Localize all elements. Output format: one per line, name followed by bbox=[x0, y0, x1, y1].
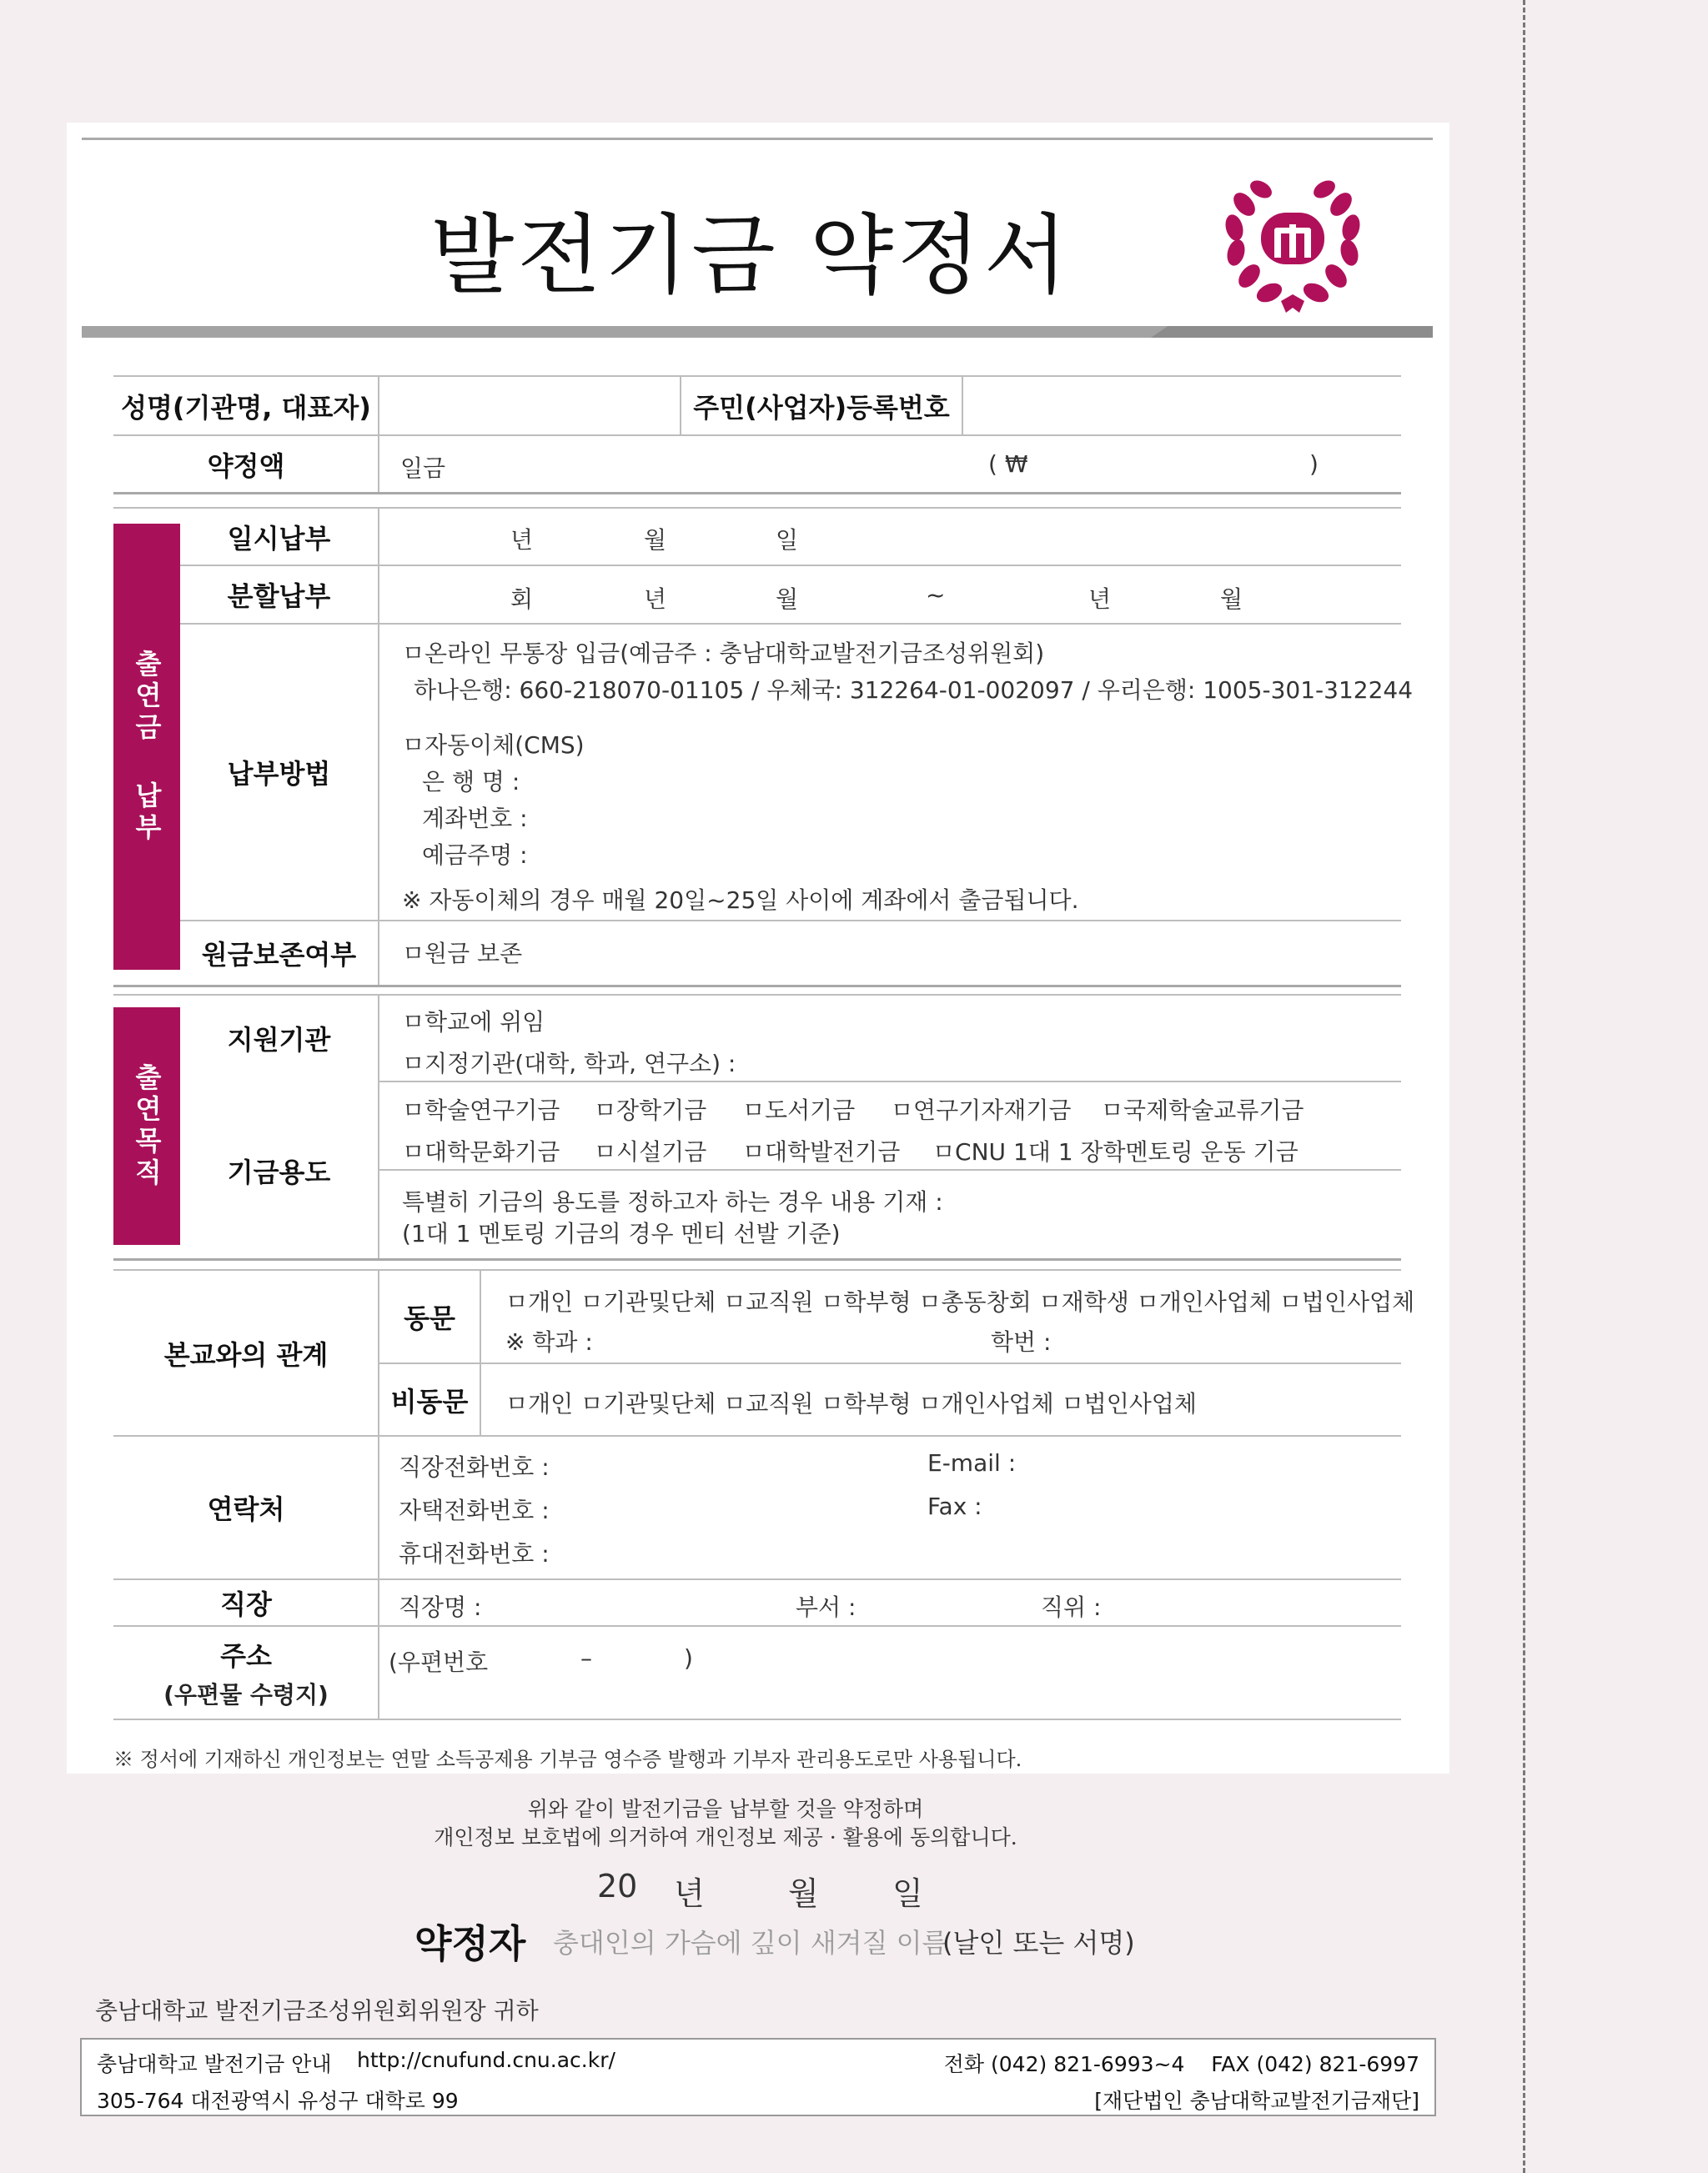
department-field: ※ 학과 : bbox=[505, 1328, 593, 1356]
use-scholarship: ㅁ장학기금 bbox=[594, 1097, 707, 1124]
address-label-cell bbox=[113, 1627, 379, 1719]
date-day: 일 bbox=[892, 1875, 923, 1912]
payment-method-label: 납부방법 bbox=[227, 758, 331, 790]
company-field: 직장명 : bbox=[399, 1593, 482, 1621]
amount-won: ( ₩ bbox=[988, 450, 1028, 478]
install-end-month: 월 bbox=[1220, 585, 1243, 613]
delegate-option: ㅁ학교에 위임 bbox=[402, 1008, 545, 1036]
privacy-notice: ※ 정서에 기재하신 개인정보는 연말 소득공제용 기부금 영수증 발행과 기부자 관리용도로만 사용됩니다. bbox=[113, 1748, 1022, 1771]
zip-field: (우편번호 bbox=[389, 1649, 489, 1676]
rule bbox=[378, 1363, 1401, 1364]
rule bbox=[378, 1081, 1401, 1082]
amount-prefix: 일금 bbox=[400, 454, 446, 482]
rule bbox=[113, 985, 1401, 987]
amount-close: ) bbox=[1309, 450, 1319, 478]
use-equipment: ㅁ연구기자재기금 bbox=[891, 1097, 1072, 1124]
cnu-laurel-emblem-icon bbox=[1209, 154, 1376, 321]
relation-label: 본교와의 관계 bbox=[163, 1339, 329, 1371]
date-year: 년 bbox=[674, 1875, 705, 1912]
agreement-line-1: 위와 같이 발전기금을 납부할 것을 약정하며 bbox=[527, 1797, 924, 1821]
use-facility: ㅁ시설기금 bbox=[594, 1138, 707, 1166]
pledger-label: 약정자 bbox=[414, 1921, 526, 1966]
footer-info-box bbox=[80, 2038, 1436, 2116]
slogan: 충대인의 가슴에 깊이 새겨질 이름 bbox=[553, 1927, 948, 1959]
zip-close: ) bbox=[684, 1644, 693, 1672]
lump-month: 월 bbox=[644, 526, 667, 554]
install-start-month: 월 bbox=[776, 585, 799, 613]
footer-guide: 충남대학교 발전기금 안내 bbox=[97, 2052, 332, 2076]
cut-line bbox=[1523, 0, 1525, 2173]
date-month: 월 bbox=[788, 1875, 819, 1912]
install-start-year: 년 bbox=[644, 585, 667, 613]
special-use-field: 특별히 기금의 용도를 정하고자 하는 경우 내용 기재 : bbox=[402, 1188, 943, 1216]
principal-label: 원금보존여부 bbox=[201, 939, 357, 971]
footer-foundation: [재단법인 충남대학교발전기금재단] bbox=[1094, 2089, 1419, 2113]
page-title: 발전기금 약정서 bbox=[430, 204, 1072, 306]
job-label: 직장 bbox=[220, 1588, 272, 1620]
rule bbox=[378, 375, 379, 435]
fund-use-label: 기금용도 bbox=[227, 1157, 331, 1188]
install-times: 회 bbox=[510, 585, 534, 613]
top-rule bbox=[82, 138, 1433, 140]
lump-year: 년 bbox=[510, 526, 534, 554]
agreement-line-2: 개인정보 보호법에 의거하여 개인정보 제공 · 활용에 동의합니다. bbox=[434, 1825, 1017, 1849]
account-number-field: 계좌번호 : bbox=[422, 805, 528, 832]
alumni-options: ㅁ개인 ㅁ기관및단체 ㅁ교직원 ㅁ학부형 ㅁ총동창회 ㅁ재학생 ㅁ개인사업체 ㅁ법인사업체 bbox=[505, 1288, 1415, 1316]
bank-accounts: 하나은행: 660-218070-01105 / 우체국: 312264-01-002097 / 우리은행: 1005-301-312244 bbox=[414, 676, 1414, 704]
use-mentoring: ㅁCNU 1대 1 장학멘토링 운동 기금 bbox=[932, 1138, 1299, 1166]
rule bbox=[378, 1169, 1401, 1171]
addressee: 충남대학교 발전기금조성위원회위원장 귀하 bbox=[95, 1997, 539, 2025]
footer-address: 305-764 대전광역시 유성구 대학로 99 bbox=[97, 2089, 459, 2113]
use-culture: ㅁ대학문화기금 bbox=[402, 1138, 560, 1166]
rule bbox=[113, 1258, 1401, 1261]
name-label: 성명(기관명, 대표자) bbox=[121, 392, 371, 424]
install-tilde: ~ bbox=[926, 581, 946, 609]
non-alumni-label: 비동문 bbox=[390, 1386, 469, 1418]
payment-section-label: 출연금 납부 bbox=[113, 524, 180, 970]
mobile-phone-field: 휴대전화번호 : bbox=[399, 1540, 550, 1568]
rule bbox=[378, 509, 379, 986]
bank-name-field: 은 행 명 : bbox=[422, 768, 520, 795]
footer-url[interactable]: http://cnufund.cnu.ac.kr/ bbox=[357, 2048, 615, 2072]
account-holder-field: 예금주명 : bbox=[422, 841, 528, 869]
use-library: ㅁ도서기금 bbox=[742, 1097, 856, 1124]
use-research: ㅁ학술연구기금 bbox=[402, 1097, 560, 1124]
amount-label: 약정액 bbox=[207, 450, 285, 482]
purpose-section-label: 출연목적 bbox=[113, 1007, 180, 1245]
rule bbox=[113, 492, 1401, 494]
install-end-year: 년 bbox=[1088, 585, 1112, 613]
use-development: ㅁ대학발전기금 bbox=[742, 1138, 901, 1166]
lump-sum-label: 일시납부 bbox=[227, 523, 331, 555]
cms-option: ㅁ자동이체(CMS) bbox=[402, 731, 585, 759]
header-bar-accent bbox=[1151, 326, 1433, 338]
address-label: 주소 bbox=[220, 1640, 272, 1672]
job-dept-field: 부서 : bbox=[796, 1593, 857, 1621]
reg-number-label: 주민(사업자)등록번호 bbox=[693, 392, 950, 424]
email-field: E-mail : bbox=[927, 1449, 1017, 1477]
non-alumni-options: ㅁ개인 ㅁ기관및단체 ㅁ교직원 ㅁ학부형 ㅁ개인사업체 ㅁ법인사업체 bbox=[505, 1390, 1197, 1418]
online-transfer-option: ㅁ온라인 무통장 입금(예금주 : 충남대학교발전기금조성위원회) bbox=[402, 640, 1045, 667]
rule bbox=[480, 1269, 481, 1436]
institution-label: 지원기관 bbox=[227, 1024, 331, 1056]
fax-field: Fax : bbox=[927, 1493, 982, 1520]
rule bbox=[962, 375, 963, 435]
rule bbox=[378, 434, 379, 493]
student-number-field: 학번 : bbox=[991, 1328, 1052, 1356]
address-sublabel: (우편물 수령지) bbox=[163, 1681, 329, 1709]
rule bbox=[113, 1719, 1401, 1720]
principal-option: ㅁ원금 보존 bbox=[402, 940, 523, 967]
zip-dash: – bbox=[580, 1644, 592, 1672]
contact-label: 연락처 bbox=[207, 1493, 285, 1525]
date-year-prefix: 20 bbox=[597, 1868, 638, 1905]
use-exchange: ㅁ국제학술교류기금 bbox=[1101, 1097, 1304, 1124]
installment-label: 분할납부 bbox=[227, 580, 331, 612]
work-phone-field: 직장전화번호 : bbox=[399, 1453, 550, 1481]
cms-note: ※ 자동이체의 경우 매월 20일~25일 사이에 계좌에서 출금됩니다. bbox=[402, 886, 1079, 914]
lump-day: 일 bbox=[776, 526, 799, 554]
rule bbox=[378, 996, 379, 1259]
home-phone-field: 자택전화번호 : bbox=[399, 1497, 550, 1524]
footer-phone: 전화 (042) 821-6993~4 FAX (042) 821-6997 bbox=[943, 2052, 1419, 2076]
special-use-note: (1대 1 멘토링 기금의 경우 멘티 선발 기준) bbox=[402, 1220, 841, 1247]
position-field: 직위 : bbox=[1041, 1593, 1102, 1621]
alumni-label: 동문 bbox=[404, 1302, 455, 1334]
signature-hint: (날인 또는 서명) bbox=[942, 1927, 1135, 1959]
designated-option: ㅁ지정기관(대학, 학과, 연구소) : bbox=[402, 1050, 736, 1077]
